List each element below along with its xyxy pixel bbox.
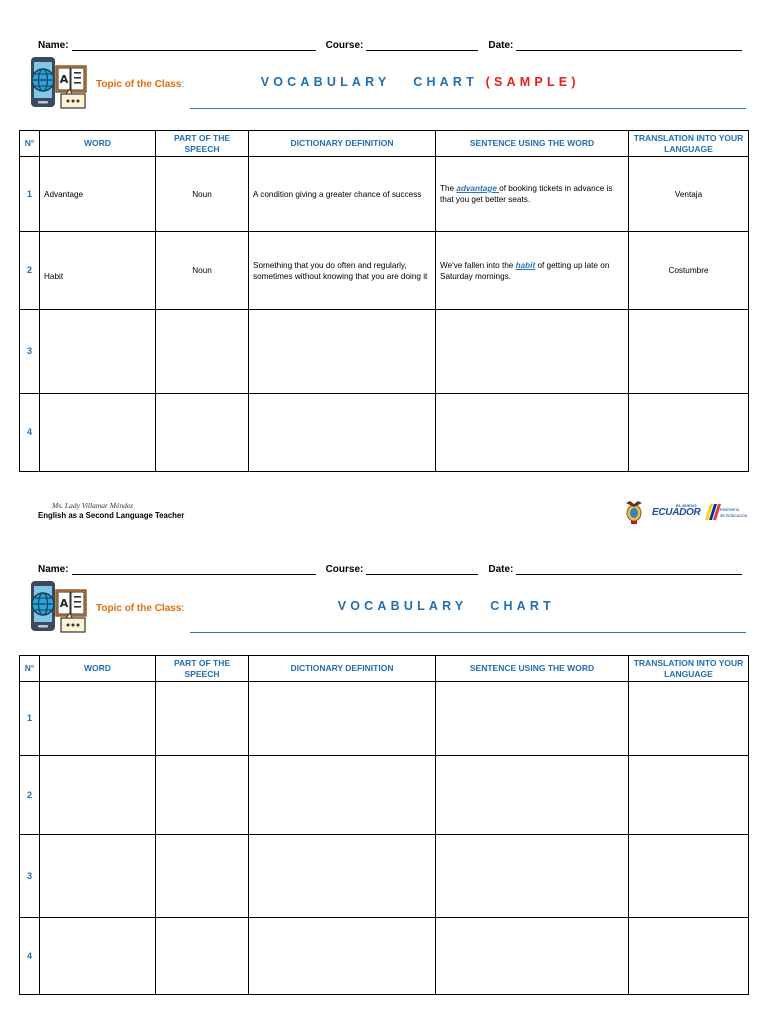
row-number: 3: [20, 835, 40, 918]
cell-part-of-speech[interactable]: [156, 835, 249, 918]
cell-definition[interactable]: Something that you do often and regularly, sometimes without knowing that you are doing it: [249, 232, 436, 310]
chart-title: VOCABULARY CHART: [337, 599, 555, 613]
table-row: [20, 918, 749, 995]
cell-sentence[interactable]: [436, 756, 629, 835]
date-label: Date:: [488, 40, 514, 51]
cell-translation[interactable]: [629, 682, 749, 756]
header-part-of-speech: PART OF THE SPEECH: [156, 656, 249, 682]
name-label: Name:: [38, 564, 69, 575]
header-part-of-speech: PART OF THE SPEECH: [156, 131, 249, 157]
topic-label: Topic of the Class:: [96, 79, 185, 90]
table-row: [20, 756, 749, 835]
cell-translation[interactable]: Ventaja: [629, 157, 749, 232]
ministry-text-2: de Educación: [720, 513, 748, 518]
svg-text:A: A: [59, 73, 69, 86]
course-label: Course:: [325, 564, 364, 575]
topic-label: Topic of the Class:: [96, 603, 185, 614]
cell-part-of-speech[interactable]: [156, 918, 249, 995]
vocabulary-table-blank: [19, 655, 749, 995]
header-word: WORD: [40, 656, 156, 682]
row-number: 4: [20, 394, 40, 472]
cell-definition[interactable]: A condition giving a greater chance of success: [249, 157, 436, 232]
cell-word[interactable]: [40, 918, 156, 995]
row-number: 1: [20, 157, 40, 232]
table-row: [20, 682, 749, 756]
cell-part-of-speech[interactable]: [156, 682, 249, 756]
header-sentence: SENTENCE USING THE WORD: [436, 656, 629, 682]
cell-sentence[interactable]: [436, 918, 629, 995]
cell-word[interactable]: Advantage: [40, 157, 156, 232]
table-row: [20, 835, 749, 918]
teacher-signature: Ms. Lady Villamar Méndez: [52, 501, 134, 510]
cell-definition[interactable]: [249, 918, 436, 995]
row-number: 2: [20, 232, 40, 310]
cell-part-of-speech[interactable]: [156, 756, 249, 835]
cell-translation[interactable]: [629, 835, 749, 918]
phone-globe-book-icon: [28, 580, 90, 636]
header-number: N°: [20, 656, 40, 682]
cell-word[interactable]: Habit: [40, 232, 156, 310]
cell-definition[interactable]: [249, 756, 436, 835]
cell-definition[interactable]: [249, 682, 436, 756]
date-label: Date:: [488, 564, 514, 575]
gov-small-text: EL NUEVO: [676, 503, 697, 508]
cell-part-of-speech[interactable]: Noun: [156, 157, 249, 232]
student-info-row: [38, 561, 744, 575]
cell-translation[interactable]: [629, 756, 749, 835]
table-header-row: [20, 656, 749, 682]
header-translation: TRANSLATION INTO YOUR LANGUAGE: [629, 131, 749, 157]
highlighted-word: advantage: [456, 184, 500, 193]
row-number: 1: [20, 682, 40, 756]
cell-word[interactable]: [40, 756, 156, 835]
cell-sentence[interactable]: The advantage of booking tickets in advance is that you get better seats.: [436, 157, 629, 232]
header-definition: DICTIONARY DEFINITION: [249, 656, 436, 682]
teacher-role: English as a Second Language Teacher: [38, 511, 185, 520]
header-number: N°: [20, 131, 40, 157]
course-label: Course:: [325, 40, 364, 51]
cell-sentence[interactable]: [436, 682, 629, 756]
cell-definition[interactable]: [249, 835, 436, 918]
topic-line[interactable]: [190, 632, 746, 633]
date-line[interactable]: [516, 564, 742, 575]
cell-sentence[interactable]: We've fallen into the habit of getting up late on Saturday mornings.: [436, 232, 629, 310]
highlighted-word: habit: [515, 260, 536, 270]
header-word: WORD: [40, 131, 156, 157]
ministry-text-1: Ministerio: [720, 507, 740, 512]
svg-text:A: A: [59, 597, 69, 610]
cell-word[interactable]: [40, 682, 156, 756]
chart-title: VOCABULARY CHART (SAMPLE): [260, 75, 580, 89]
course-line[interactable]: [366, 564, 478, 575]
sample-tag: (SAMPLE): [485, 75, 580, 89]
header-sentence: SENTENCE USING THE WORD: [436, 131, 629, 157]
cell-part-of-speech[interactable]: Noun: [156, 232, 249, 310]
cell-word[interactable]: [40, 835, 156, 918]
header-definition: DICTIONARY DEFINITION: [249, 131, 436, 157]
row-number: 3: [20, 310, 40, 394]
name-line[interactable]: [72, 564, 316, 575]
name-label: Name:: [38, 40, 69, 51]
header-translation: TRANSLATION INTO YOUR LANGUAGE: [629, 656, 749, 682]
row-number: 4: [20, 918, 40, 995]
row-number: 2: [20, 756, 40, 835]
cell-translation[interactable]: Costumbre: [629, 232, 749, 310]
cell-translation[interactable]: [629, 918, 749, 995]
cell-sentence[interactable]: [436, 835, 629, 918]
gov-name-text: ECUADOR: [652, 507, 701, 518]
